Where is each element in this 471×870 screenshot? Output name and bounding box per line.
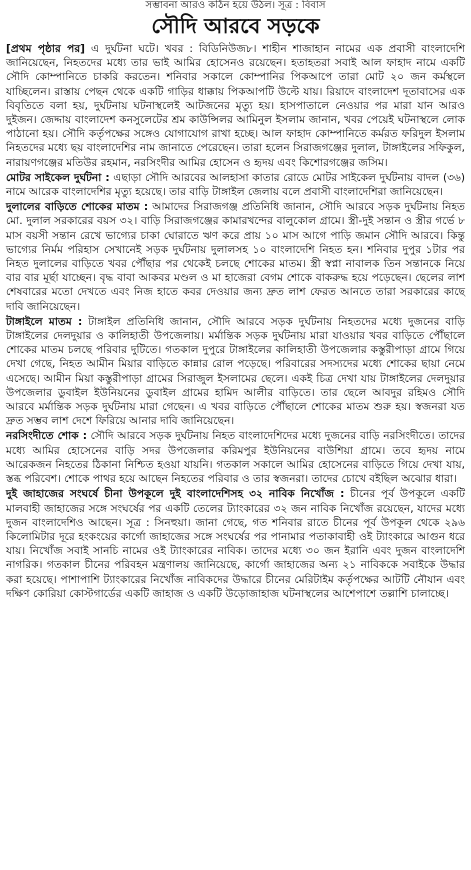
subheading: দুই জাহাজের সংঘর্ষে চীনা উপকূলে দুই বাংলাদেশিসহ ৩২ নাবিক নিখোঁজ :: [6, 488, 345, 501]
article-paragraph: [6, 42, 465, 170]
headline: সৌদি আরবে সড়কে: [151, 13, 320, 38]
continuation-marker: [প্রথম পৃষ্ঠার পর]: [6, 43, 85, 55]
article-paragraph: [6, 487, 465, 601]
paragraph-text: সৌদি আরবে সড়ক দুর্ঘটনায় নিহত বাংলাদেশিদের মধ্যে দুজনের বাড়ি নরসিংদীতে। তাদের মধ্যে আমির হোসেনের বাড়ি সদর উপজেলার করিমপুর ইউনিয়নের বাউশিয়া গ্রামে। তবে হৃদয় নামে আরেকজন নিহতের ঠিকানা নিশ্চিত হওয়া যায়নি। গতকাল সকালে আমির হোসেনের বাড়িতে গিয়ে দেখা যায়, স্তব্ধ পরিবেশ। শোকে পাথর হয়ে আছেন নিহতের পরিবার ও তার স্বজনরা। তাদের চোখে বইছিল অঝোর ধারা।: [6, 430, 465, 486]
subheading: নরসিংদীতে শোক :: [6, 430, 87, 443]
subheading: দুলালের বাড়িতে শোকের মাতম :: [6, 201, 149, 214]
paragraph-text: এছাড়া সৌদি আরবের আলহাসা কাতার রোডে মোটর সাইকেল দুর্ঘটনায় বাদল (৩৬) নামে আরেক বাংলাদেশির মৃত্যু হয়েছে। তার বাড়ি টাঙ্গাইল জেলায় বলে প্রবাসী বাংলাদেশিরা জানিয়েছেন।: [6, 171, 465, 199]
article-paragraph: [6, 315, 465, 429]
article-paragraph: [6, 171, 465, 199]
paragraph-text: টাঙ্গাইল প্রতিনিধি জানান, সৌদি আরবে সড়ক দুর্ঘটনায় নিহতদের মধ্যে দুজনের বাড়ি টাঙ্গাইলের দেলদুয়ার ও কালিহাতী উপজেলায়। মর্মান্তিক সড়ক দুর্ঘটনায় মারা যাওয়ার খবর বাড়িতে পৌঁছালে শোকের মাতম চলছে পরিবার দুটিতে। গতকাল দুপুরে টাঙ্গাইলের কালিহাতী উপজেলার কস্তুরীপাড়া গ্রামে গিয়ে দেখা গেছে, নিহত আমীন মিয়ার বাড়িতে কান্নার রোল পড়েছে। পরিবারের সদস্যদের মধ্যে শোকের ছায়া নেমে এসেছে। আমীন মিয়া কস্তুরীপাড়া গ্রামের সিরাজুল ইসলামের ছেলে। একই চিত্র দেখা যায় টাঙ্গাইলের দেলদুয়ার উপজেলার ডুবাইল ইউনিয়নের ডুবাইল গ্রামের হামিদ আলীর বাড়িতে। তার ছেলে আবদুর রহিমও সৌদি আরবে মর্মান্তিক সড়ক দুর্ঘটনায় মারা গেছেন। এ খবর বাড়িতে পৌঁছালে শোকের মাতম শুরু হয়। স্বজনরা যত দ্রুত সম্ভব লাশ দেশে ফিরিয়ে আনার দাবি জানিয়েছেন।: [6, 315, 465, 428]
article-paragraph: [6, 200, 465, 314]
paragraph-text: চীনের পূর্ব উপকূলে একটি মালবাহী জাহাজের সঙ্গে সংঘর্ষের পর একটি তেলের ট্যাংকারের ৩২ জন নাবিক নিখোঁজ রয়েছেন, যাদের মধ্যে দুজন বাংলাদেশিও আছেন। সূত্র : সিনহুয়া। জানা গেছে, গত শনিবার রাতে চীনের পূর্ব উপকূল থেকে ২৯৬ কিলোমিটার দূরে হংকংয়ের কার্গো জাহাজের সঙ্গে সংঘর্ষের পর পানামার পতাকাবাহী ওই ট্যাংকারে আগুন ধরে যায়। নিখোঁজ সবাই সানচি নামের ওই ট্যাংকারের নাবিক। তাদের মধ্যে ৩০ জন ইরানি এবং দুজন বাংলাদেশি নাগরিক। গতকাল চীনের পরিবহন মন্ত্রণালয় জানিয়েছে, কার্গো জাহাজের অন্য ২১ নাবিককে সবাইকে উদ্ধার করা হয়েছে। পাশাপাশি ট্যাংকারের নিখোঁজ নাবিকদের উদ্ধারে চীনের মেরিটাইম কর্তৃপক্ষের আটটি নৌযান এবং দক্ষিণ কোরিয়া কোস্টগার্ডের একটি জাহাজ ও একটি উড়োজাহাজ ঘটনাস্থলের আশেপাশে তল্লাশি চালাচ্ছে।: [6, 488, 465, 600]
subheading: মোটর সাইকেল দুর্ঘটনা :: [6, 171, 110, 184]
previous-story-tail: সম্ভাবনা আরও কঠিন হয়ে উঠল। সূত্র : বিবাস: [145, 0, 326, 11]
paragraph-text: আমাদের সিরাজগঞ্জ প্রতিনিধি জানান, সৌদি আরবে সড়ক দুর্ঘটনায় নিহত মো. দুলাল সরকারের বয়স ৩২। বাড়ি সিরাজগঞ্জের কামারখন্দের বালুকোল গ্রামে। স্ত্রী-দুই সন্তান ও স্ত্রীর গর্ভে ৮ মাস বয়সী সন্তান রেখে ভাগ্যের চাকা ঘোরাতে ঋণ করে প্রায় ১০ মাস আগে পাড়ি জমান সৌদি আরবে। কিন্তু ভাগ্যের নির্মম পরিহাস সেখানেই সড়ক দুর্ঘটনায় দুলালসহ ১০ বাংলাদেশি নিহত হন। শনিবার দুপুর ১টার পর নিহত দুলালের বাড়িতে খবর পৌঁছার পর থেকেই চলছে শোকের মাতম। স্ত্রী স্বপ্না নাবালক তিন সন্তানকে নিয়ে বার বার মূর্ছা যাচ্ছেন। বৃদ্ধ বাবা আকবর মণ্ডল ও মা হাজেরা বেগম শোকে বাকরুদ্ধ হয়ে পড়েছেন। ছেলের লাশ শেষবারের মতো দেখতে এবং নিজ হাতে কবর দেওয়ার জন্য দ্রুত লাশ ফেরত আনতে তারা সরকারের কাছে দাবি জানিয়েছেন।: [6, 201, 466, 313]
article-paragraph: [6, 429, 465, 486]
subheading: টাঙ্গাইলে মাতম :: [6, 315, 83, 328]
paragraph-text: এ দুর্ঘটনা ঘটে। খবর : বিডিনিউজ৮। শাহীন শাজাহান নামের এক প্রবাসী বাংলাদেশি জানিয়েছেন, নিহতদের মধ্যে তার ভাই আমির হোসেনও রয়েছেন। হতাহতরা সবাই আল ফাহাদ নামে একটি সৌদি কোম্পানিতে চাকরি করতেন। শনিবার সকালে কোম্পানির পিকআপে তারা মোট ২০ জন কর্মস্থলে যাচ্ছিলেন। রাস্তায় পেছন থেকে একটি গাড়ির ধাক্কায় পিকআপটি উল্টে যায়। রিয়াদে বাংলাদেশ দূতাবাসের এক বিবৃতিতে বলা হয়, দুর্ঘটনায় ঘটনাস্থলেই আটজনের মৃত্যু হয়। হাসপাতালে নেওয়ার পর মারা যান আরও দুইজন। জেদ্দায় বাংলাদেশ কনসুলেটের শ্রম কাউন্সিলর আমিনুল ইসলাম জানান, খবর পেয়েই ঘটনাস্থলে লোক পাঠানো হয়। সৌদি কর্তৃপক্ষের সঙ্গেও যোগাযোগ রাখা হচ্ছে। আল ফাহাদ কোম্পানিতে কর্মরত ফরিদুল ইসলাম নিহতদের মধ্যে ছয় বাংলাদেশির নাম জানাতে পেরেছেন। তারা হলেন সিরাজগঞ্জের দুলাল, টাঙ্গাইলের সফিকুল, নারায়ণগঞ্জের মতিউর রহমান, নরসিংদীর আমির হোসেন ও হৃদয় এবং কিশোরগঞ্জের জসিম।: [6, 43, 465, 169]
